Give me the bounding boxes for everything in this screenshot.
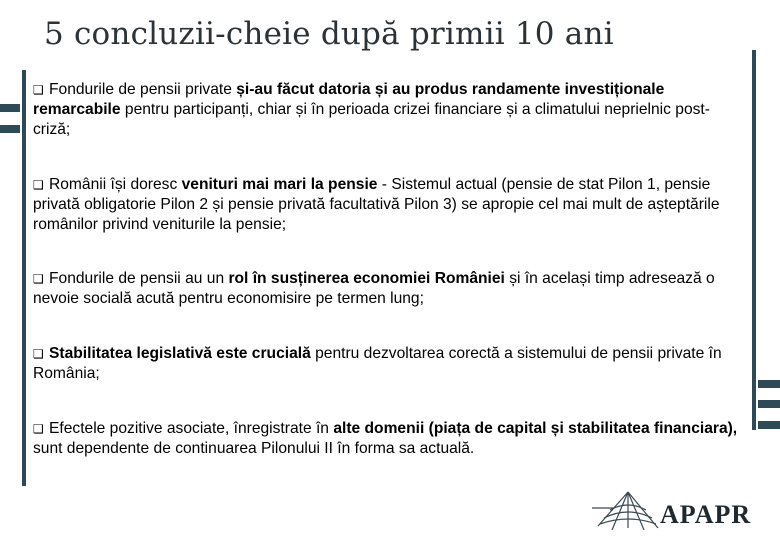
left-stripe	[0, 104, 20, 112]
left-accent-bar	[22, 70, 26, 486]
bullet-box-icon: ❑	[33, 83, 44, 97]
bullet-text: și în același timp adresează o nevoie socială acută pentru economisire pe termen lung;	[33, 270, 715, 307]
bullet-text: - Sistemul actual (pensie de stat Pilon 1, pensie privată obligatorie Pilon 2 și pensie privată facultativă Pilon 3) se apropie cel mai mult de așteptările românilor privind veniturile la pensie;	[33, 176, 720, 233]
bullet-text: sunt dependente de continuarea Pilonului II în forma sa actuală.	[33, 440, 475, 457]
right-stripe	[758, 421, 780, 429]
bullet-text-emphasis: alte domenii (piața de capital și stabilitatea financiara),	[333, 420, 738, 437]
bullet-text: Fondurile de pensii au un	[49, 270, 229, 287]
right-stripe	[758, 400, 780, 408]
bullet-box-icon: ❑	[33, 347, 44, 361]
bullet-item	[33, 80, 738, 140]
bullet-item	[33, 344, 738, 384]
bullet-item	[33, 269, 738, 309]
bullet-text-emphasis: Stabilitatea legislativă este crucială	[49, 345, 311, 362]
bullet-item	[33, 419, 738, 459]
left-stripe	[0, 125, 20, 133]
logo-text: APAPR	[660, 500, 752, 529]
bullet-text-emphasis: și-au făcut datoria și au produs randamente investiționale remarcabile	[33, 81, 665, 118]
bullet-box-icon: ❑	[33, 422, 44, 436]
bullet-text: Efectele pozitive asociate, înregistrate în	[49, 420, 334, 437]
bullet-text: Românii își doresc	[49, 176, 182, 193]
bullet-text: pentru participanți, chiar și în perioada crizei financiare și a climatului neprielnic post-criză;	[33, 101, 710, 138]
bullet-box-icon: ❑	[33, 178, 44, 192]
right-stripe	[758, 380, 780, 388]
bullet-text-emphasis: venituri mai mari la pensie	[181, 176, 378, 193]
bullet-text: pentru dezvoltarea corectă a sistemului de pensii private în România;	[33, 345, 722, 382]
bullet-text: Fondurile de pensii private	[49, 81, 237, 98]
slide-title: 5 concluzii-cheie după primii 10 ani	[44, 16, 614, 52]
bullet-text-emphasis: rol în susținerea economiei României	[228, 270, 505, 287]
right-accent-bar	[752, 50, 756, 430]
bullet-item	[33, 175, 738, 235]
bullet-box-icon: ❑	[33, 272, 44, 286]
